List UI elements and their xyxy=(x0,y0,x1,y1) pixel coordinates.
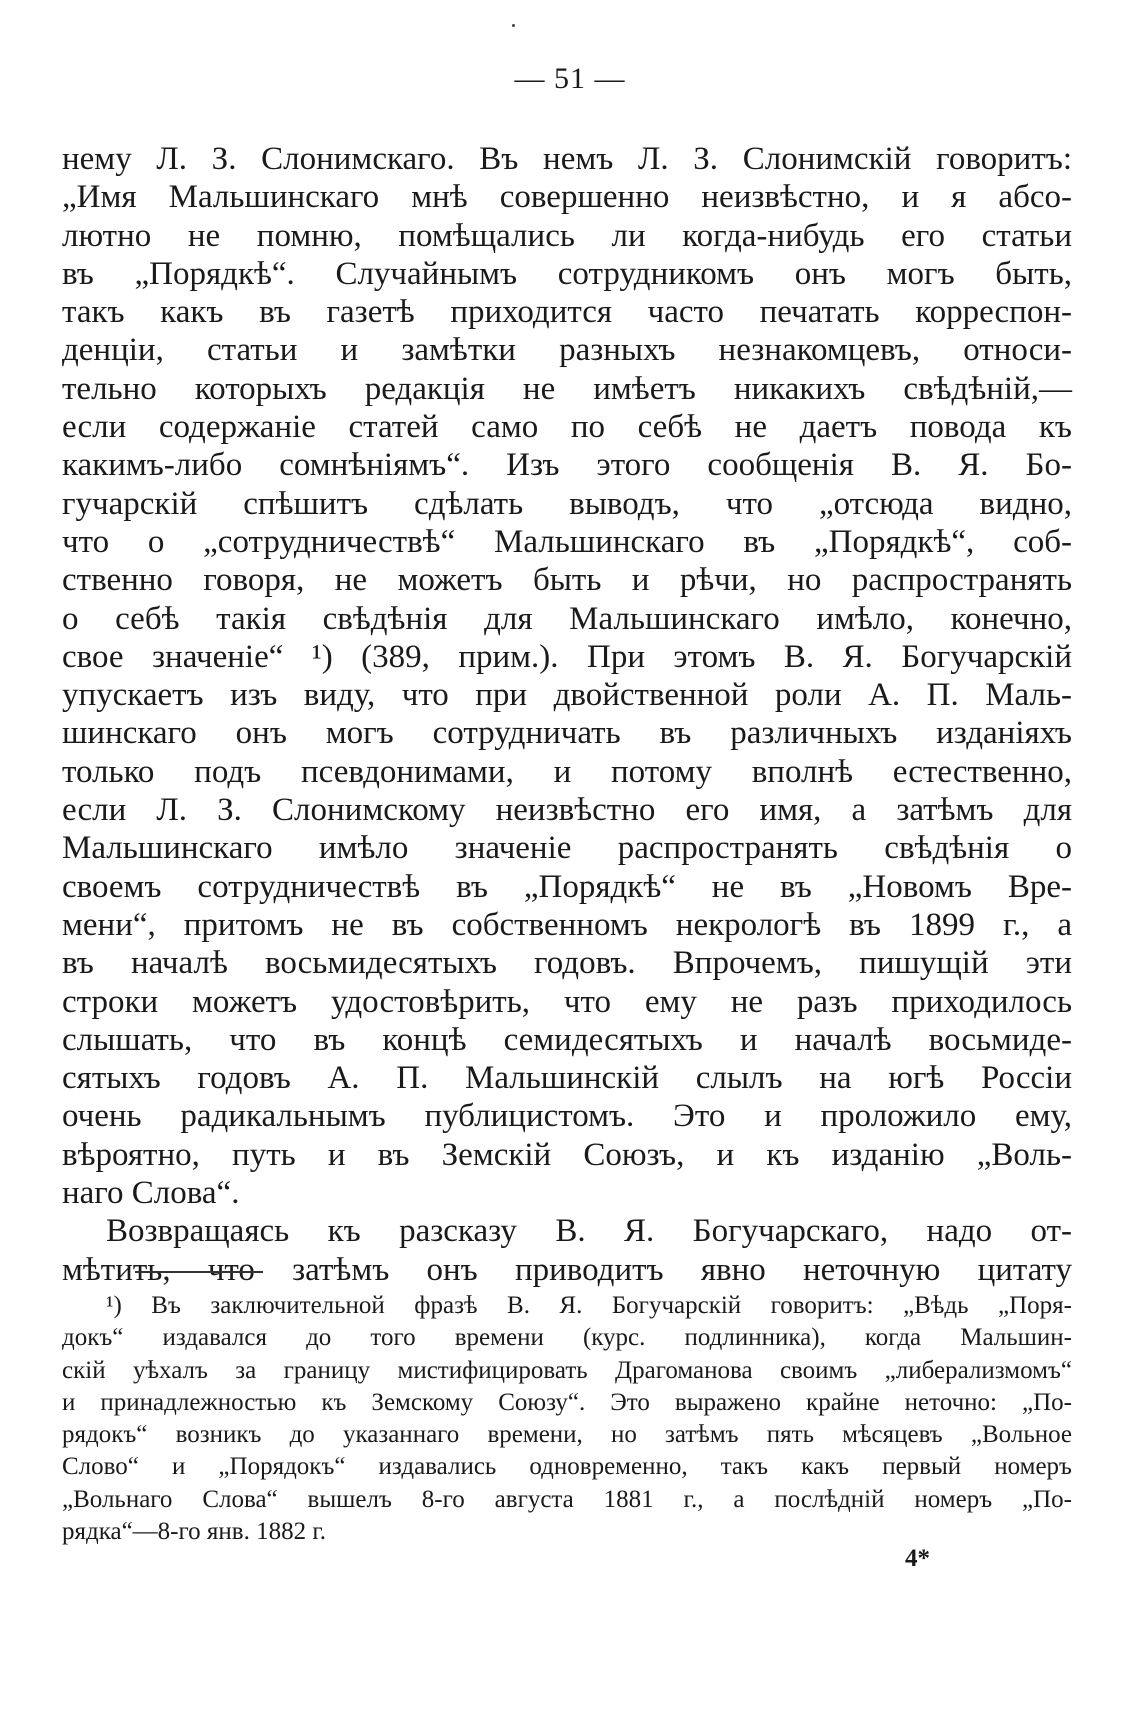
text-line: если Л. З. Слонимскому неизвѣстно его имя, а затѣмъ для xyxy=(62,792,1072,829)
footnote-line: скій уѣхалъ за границу мистифицировать Драгоманова своимъ „либерализмомъ“ xyxy=(62,1356,1072,1384)
text-line: нему Л. З. Слонимскаго. Въ немъ Л. З. Слонимскій говоритъ: xyxy=(62,141,1072,177)
text-line: ственно говоря, не можетъ быть и рѣчи, но распространять xyxy=(62,562,1072,599)
footnote-line: „Вольнаго Слова“ вышелъ 8-го августа 1881 г., а послѣдній номеръ „По- xyxy=(62,1485,1072,1513)
text-line: свое значеніе“ ¹) (389, прим.). При этомъ В. Я. Богучарскій xyxy=(62,638,1072,675)
page-number: — 51 — xyxy=(514,62,626,95)
text-line: упускаетъ изъ виду, что при двойственной роли А. П. Маль- xyxy=(62,677,1072,714)
text-line: слышать, что въ концѣ семидесятыхъ и началѣ восьмиде- xyxy=(62,1021,1072,1058)
text-line: что о „сотрудничествѣ“ Мальшинскаго въ „Порядкѣ“, соб- xyxy=(62,523,1072,560)
text-line: мѣтить, что затѣмъ онъ приводитъ явно неточную цитату xyxy=(62,1251,1072,1288)
footnote-line: докъ“ издавался до того времени (курс. подлинника), когда Мальшин- xyxy=(62,1324,1072,1352)
footnote-line: и принадлежностью къ Земскому Союзу“. Это выражено крайне неточно: „По- xyxy=(62,1388,1072,1416)
text-line: шинскаго онъ могъ сотрудничать въ различныхъ изданіяхъ xyxy=(62,715,1072,752)
text-line: о себѣ такія свѣдѣнія для Мальшинскаго имѣло, конечно, xyxy=(62,600,1072,637)
text-line: денціи, статьи и замѣтки разныхъ незнакомцевъ, относи- xyxy=(62,332,1072,369)
text-line: очень радикальнымъ публицистомъ. Это и проложило ему, xyxy=(62,1098,1072,1135)
text-line: такъ какъ въ газетѣ приходится часто печатать корреспон- xyxy=(62,294,1072,331)
footnote-line: ¹) Въ заключительной фразѣ В. Я. Богучарскій говоритъ: „Вѣдь „Поря- xyxy=(106,1292,1072,1319)
text-line-paragraph-start: Возвращаясь къ разсказу В. Я. Богучарскаго, надо от- xyxy=(106,1213,1072,1250)
text-line: мени“, притомъ не въ собственномъ некрологѣ въ 1899 г., а xyxy=(62,906,1072,943)
text-line: наго Слова“. xyxy=(62,1175,240,1212)
footnote-block xyxy=(62,1290,1072,1548)
text-line: сятыхъ годовъ А. П. Мальшинскій слылъ на югѣ Россіи xyxy=(62,1060,1072,1097)
text-line: въ началѣ восьмидесятыхъ годовъ. Впрочемъ, пишущій эти xyxy=(62,945,1072,982)
text-line: лютно не помню, помѣщались ли когда-нибудь его статьи xyxy=(62,217,1072,254)
printer-signature-mark: 4* xyxy=(905,1545,930,1572)
footnote-line: рядка“—8-го янв. 1882 г. xyxy=(62,1518,327,1546)
text-line: „Имя Мальшинскаго мнѣ совершенно неизвѣстно, и я абсо- xyxy=(62,179,1072,216)
footnote-divider xyxy=(135,1271,263,1273)
text-line: только подъ псевдонимами, и потому вполнѣ естественно, xyxy=(62,753,1072,790)
print-speck xyxy=(512,24,515,27)
footnote-line: рядокъ“ возникъ до указаннаго времени, но затѣмъ пять мѣсяцевъ „Вольное xyxy=(62,1421,1072,1449)
text-line: если содержаніе статей само по себѣ не даетъ повода къ xyxy=(62,409,1072,446)
footnote-line: Слово“ и „Порядокъ“ издавались одновременно, такъ какъ первый номеръ xyxy=(62,1453,1072,1481)
text-line: Мальшинскаго имѣло значеніе распространять свѣдѣнія о xyxy=(62,830,1072,867)
text-line: какимъ-либо сомнѣніямъ“. Изъ этого сообщенія В. Я. Бо- xyxy=(62,447,1072,484)
text-line: строки можетъ удостовѣрить, что ему не разъ приходилось xyxy=(62,983,1072,1020)
text-line: своемъ сотрудничествѣ въ „Порядкѣ“ не въ „Новомъ Вре- xyxy=(62,868,1072,905)
text-line: въ „Порядкѣ“. Случайнымъ сотрудникомъ онъ могъ быть, xyxy=(62,255,1072,292)
text-line: вѣроятно, путь и въ Земскій Союзъ, и къ изданію „Воль- xyxy=(62,1136,1072,1173)
main-text-block xyxy=(62,140,1072,1289)
text-line: тельно которыхъ редакція не имѣетъ никакихъ свѣдѣній,— xyxy=(62,370,1072,407)
text-line: гучарскій спѣшитъ сдѣлать выводъ, что „отсюда видно, xyxy=(62,485,1072,522)
